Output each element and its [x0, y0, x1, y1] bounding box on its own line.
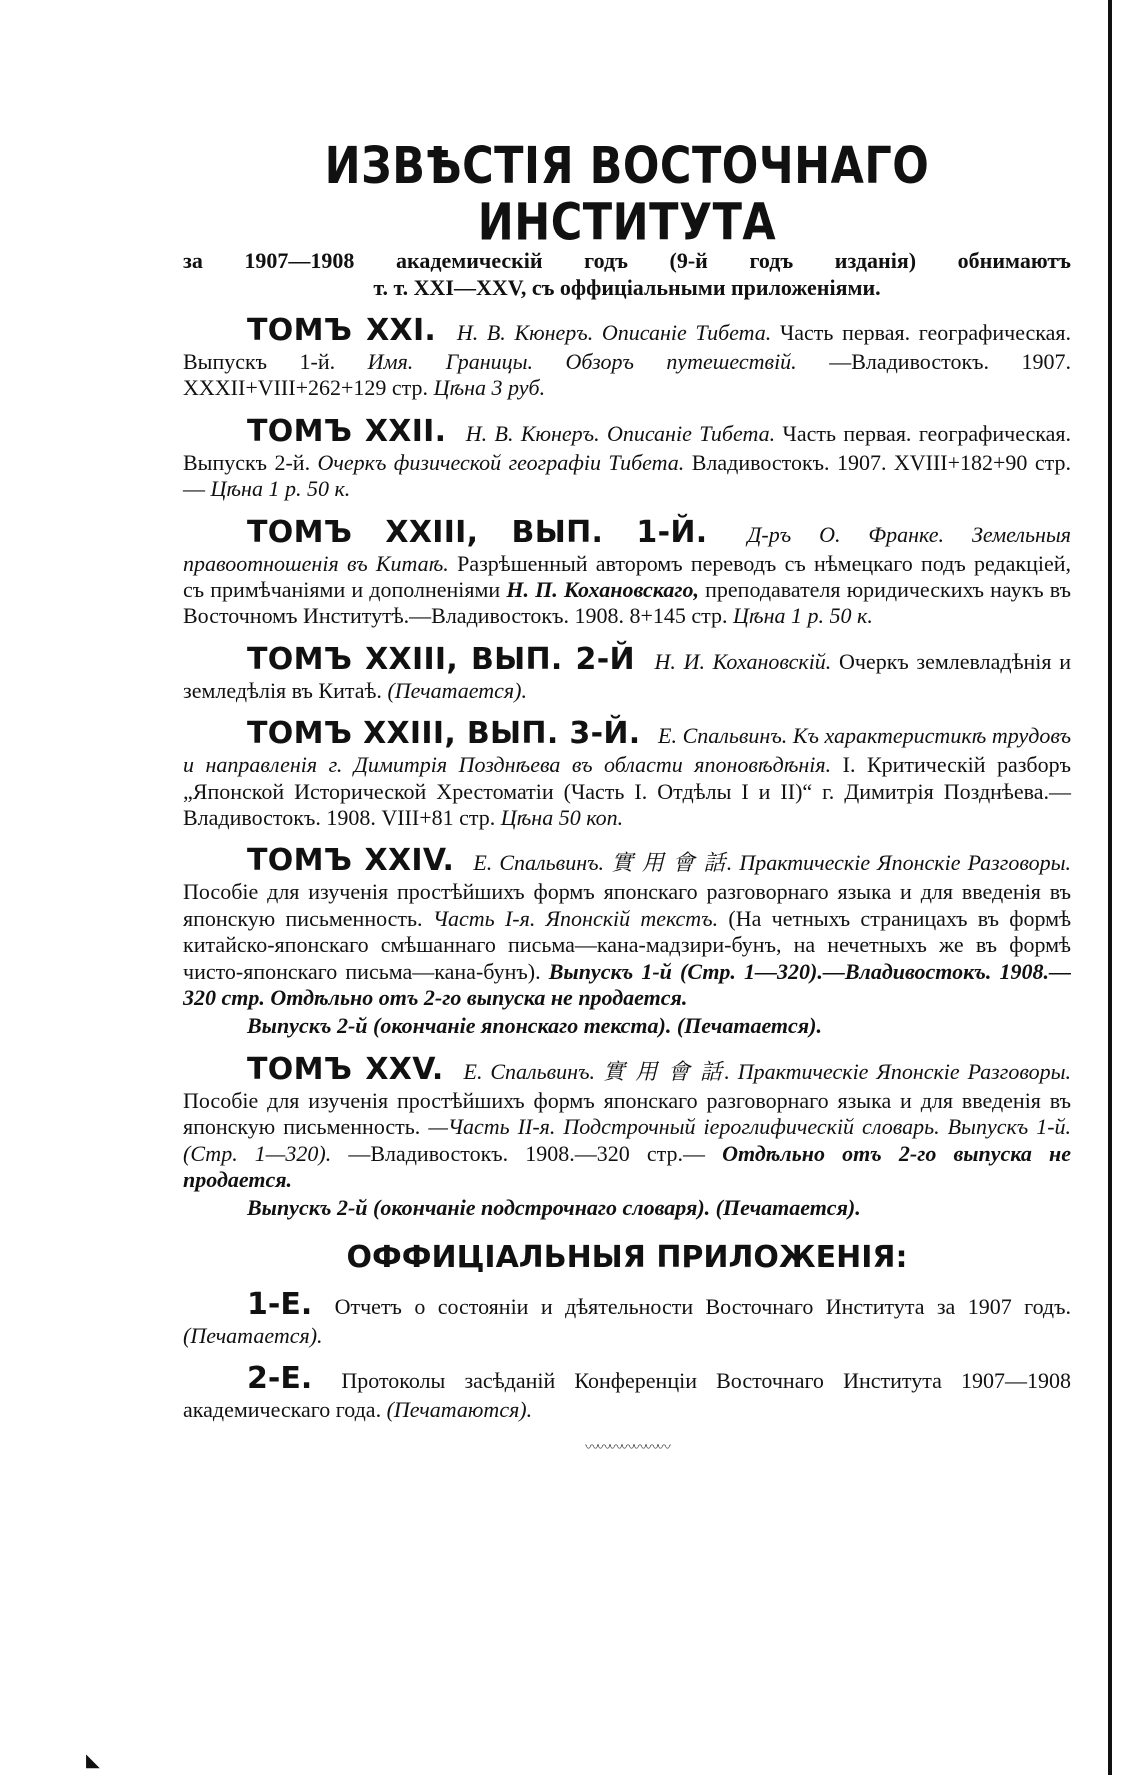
volume-price: Отдѣльно отъ 2-го выпуска не продается. — [183, 1140, 1071, 1192]
appendix-entry — [183, 1287, 1071, 1349]
volume-author-title: Е. Спальвинъ. 實 用 會 話. Практическіе Японскіе Разговоры. — [473, 850, 1072, 876]
volume-entry — [183, 1052, 1071, 1194]
appendix-text: Протоколы засѣданій Конференціи Восточнаго Института 1907—1908 академическаго года. — [183, 1368, 1072, 1423]
page-title: ИЗВѢСТІЯ ВОСТОЧНАГО ИНСТИТУТА — [324, 136, 930, 253]
volume-price: Цѣна 1 р. 50 к. — [733, 603, 873, 629]
volume-price: Цѣна 50 коп. — [500, 805, 624, 830]
appendix-status: (Печатается). — [183, 1322, 323, 1348]
volume-status: (Печатается). — [387, 677, 527, 703]
volume-author-title: Н. И. Кохановскій. — [654, 648, 832, 674]
volume-sub-issue: Выпускъ 2-й (окончаніе подстрочнаго словаря). (Печатается). — [247, 1195, 861, 1221]
volume-italic-text: Очеркъ физической географіи Тибета. — [317, 449, 685, 475]
appendix-status: (Печатаются). — [386, 1397, 533, 1423]
volume-author-title: Е. Спальвинъ. Къ характеристикѣ трудовъ и направленія г. Димитрія Позднѣева въ области японовѣдѣнія. — [183, 723, 1072, 778]
volume-heading: ТОМЪ XXV. — [247, 1051, 444, 1087]
volume-italic-text: Имя. Границы. Обзоръ путешествій. — [367, 349, 797, 375]
volume-publication: преподавателя юридическихъ наукъ въ Восточномъ Институтѣ.—Владивостокъ. 1908. 8+145 стр. — [183, 577, 1072, 629]
volume-italic-text: Часть І-я. Японскій текстъ. — [432, 905, 719, 931]
volume-publication: (На четныхъ страницахъ въ формѣ китайско-японскаго смѣшаннаго письма—кана-мадзири-бунъ, на нечетныхъ же въ формѣ чисто-японскаго письма—кана-бунъ). — [183, 905, 1072, 984]
volume-heading: ТОМЪ XXII. — [247, 413, 447, 449]
volume-heading: ТОМЪ XXIV. — [247, 843, 455, 879]
volume-text: Разрѣшенный авторомъ переводъ съ нѣмецкаго подъ редакціей, съ примѣчаніями и дополненіями — [183, 550, 1071, 603]
volume-entry — [183, 642, 1071, 704]
volume-heading: ТОМЪ XXIII, ВЫП. 2-Й — [247, 641, 635, 677]
volume-sub-issue: Выпускъ 2-й (окончаніе японскаго текста). (Печатается). — [247, 1013, 822, 1039]
volume-publication: —Владивостокъ. 1908.—320 стр.— — [348, 1140, 705, 1166]
volume-heading: ТОМЪ XXI. — [247, 313, 437, 349]
volume-author-title: Е. Спальвинъ. 實 用 會 話. Практическіе Японскіе Разговоры. — [463, 1058, 1072, 1084]
volume-text: Очеркъ землевладѣнія и земледѣлія въ Китаѣ. — [183, 648, 1071, 703]
volume-text: Часть первая. географическая. Выпускъ 1-й. — [183, 320, 1072, 375]
intro-line-2: т. т. XXI—XXV, съ оффиціальными приложеніями. — [373, 274, 881, 300]
volume-entry — [183, 843, 1071, 1011]
volume-text: Пособіе для изученія простѣйшихъ формъ японскаго разговорнаго языка и для введенія въ японскую письменность. — [183, 879, 1071, 931]
volume-entry — [183, 716, 1071, 831]
volume-author-title: Д-ръ О. Франке. Земельныя правоотношенія въ Китаѣ. — [183, 521, 1071, 576]
volume-price: Выпускъ 1-й (Стр. 1—320).—Владивостокъ. 1908.—320 стр. Отдѣльно отъ 2-го выпуска не продается. — [183, 958, 1071, 1010]
volume-publication: Владивостокъ. 1907. XVIII+182+90 стр.— — [183, 449, 1071, 502]
volume-text: І. Критическій разборъ „Японской Исторической Хрестоматіи (Часть І. Отдѣлы І и ІІ)“ г. Димитрія Позднѣева.—Владивостокъ. 1908. VIII+81 стр. — [183, 752, 1072, 830]
appendix-number: 2-Е. — [247, 1361, 313, 1397]
page-edge-rule — [1108, 0, 1112, 1775]
volume-entry — [183, 515, 1071, 630]
appendix-entry — [183, 1361, 1071, 1423]
end-flourish: 〰〰〰〰〰〰〰 — [585, 1440, 669, 1457]
volume-italic-text: —Часть II-я. Подстрочный іероглифическій словарь. Выпускъ 1-й. (Стр. 1—320). — [183, 1114, 1072, 1166]
appendix-text: Отчетъ о состояніи и дѣятельности Восточнаго Института за 1907 годъ. — [334, 1293, 1072, 1319]
volume-text: Часть первая. географическая. Выпускъ 2-й. — [183, 420, 1072, 475]
document-page — [183, 138, 1071, 1457]
appendix-number: 1-Е. — [247, 1286, 313, 1322]
volume-heading: ТОМЪ XXIII, ВЫП. 3-Й. — [247, 716, 641, 752]
volume-author-title: Н. В. Кюнеръ. Описаніе Тибета. — [456, 320, 772, 346]
volume-italic-text: Н. П. Кохановскаго, — [506, 577, 699, 603]
volume-entry — [183, 313, 1071, 402]
volume-author-title: Н. В. Кюнеръ. Описаніе Тибета. — [465, 420, 776, 446]
intro-line-1: за 1907—1908 академическій годъ (9-й годъ изданія) обнимаютъ — [183, 248, 1071, 274]
volume-publication: —Владивостокъ. 1907. XXXII+VIII+262+129 стр. — [183, 349, 1072, 401]
section-title: ОФФИЦІАЛЬНЫЯ ПРИЛОЖЕНІЯ: — [346, 1239, 908, 1275]
volume-entry — [183, 414, 1071, 503]
volume-heading: ТОМЪ XXIII, ВЫП. 1-Й. — [247, 514, 708, 550]
volume-text: Пособіе для изученія простѣйшихъ формъ японскаго разговорнаго языка и для введенія въ японскую письменность. — [183, 1087, 1071, 1140]
intro-paragraph — [183, 248, 1071, 301]
volume-price: Цѣна 1 р. 50 к. — [210, 476, 351, 502]
corner-mark: ◣ — [86, 1750, 100, 1771]
volume-price: Цѣна 3 руб. — [433, 375, 546, 401]
